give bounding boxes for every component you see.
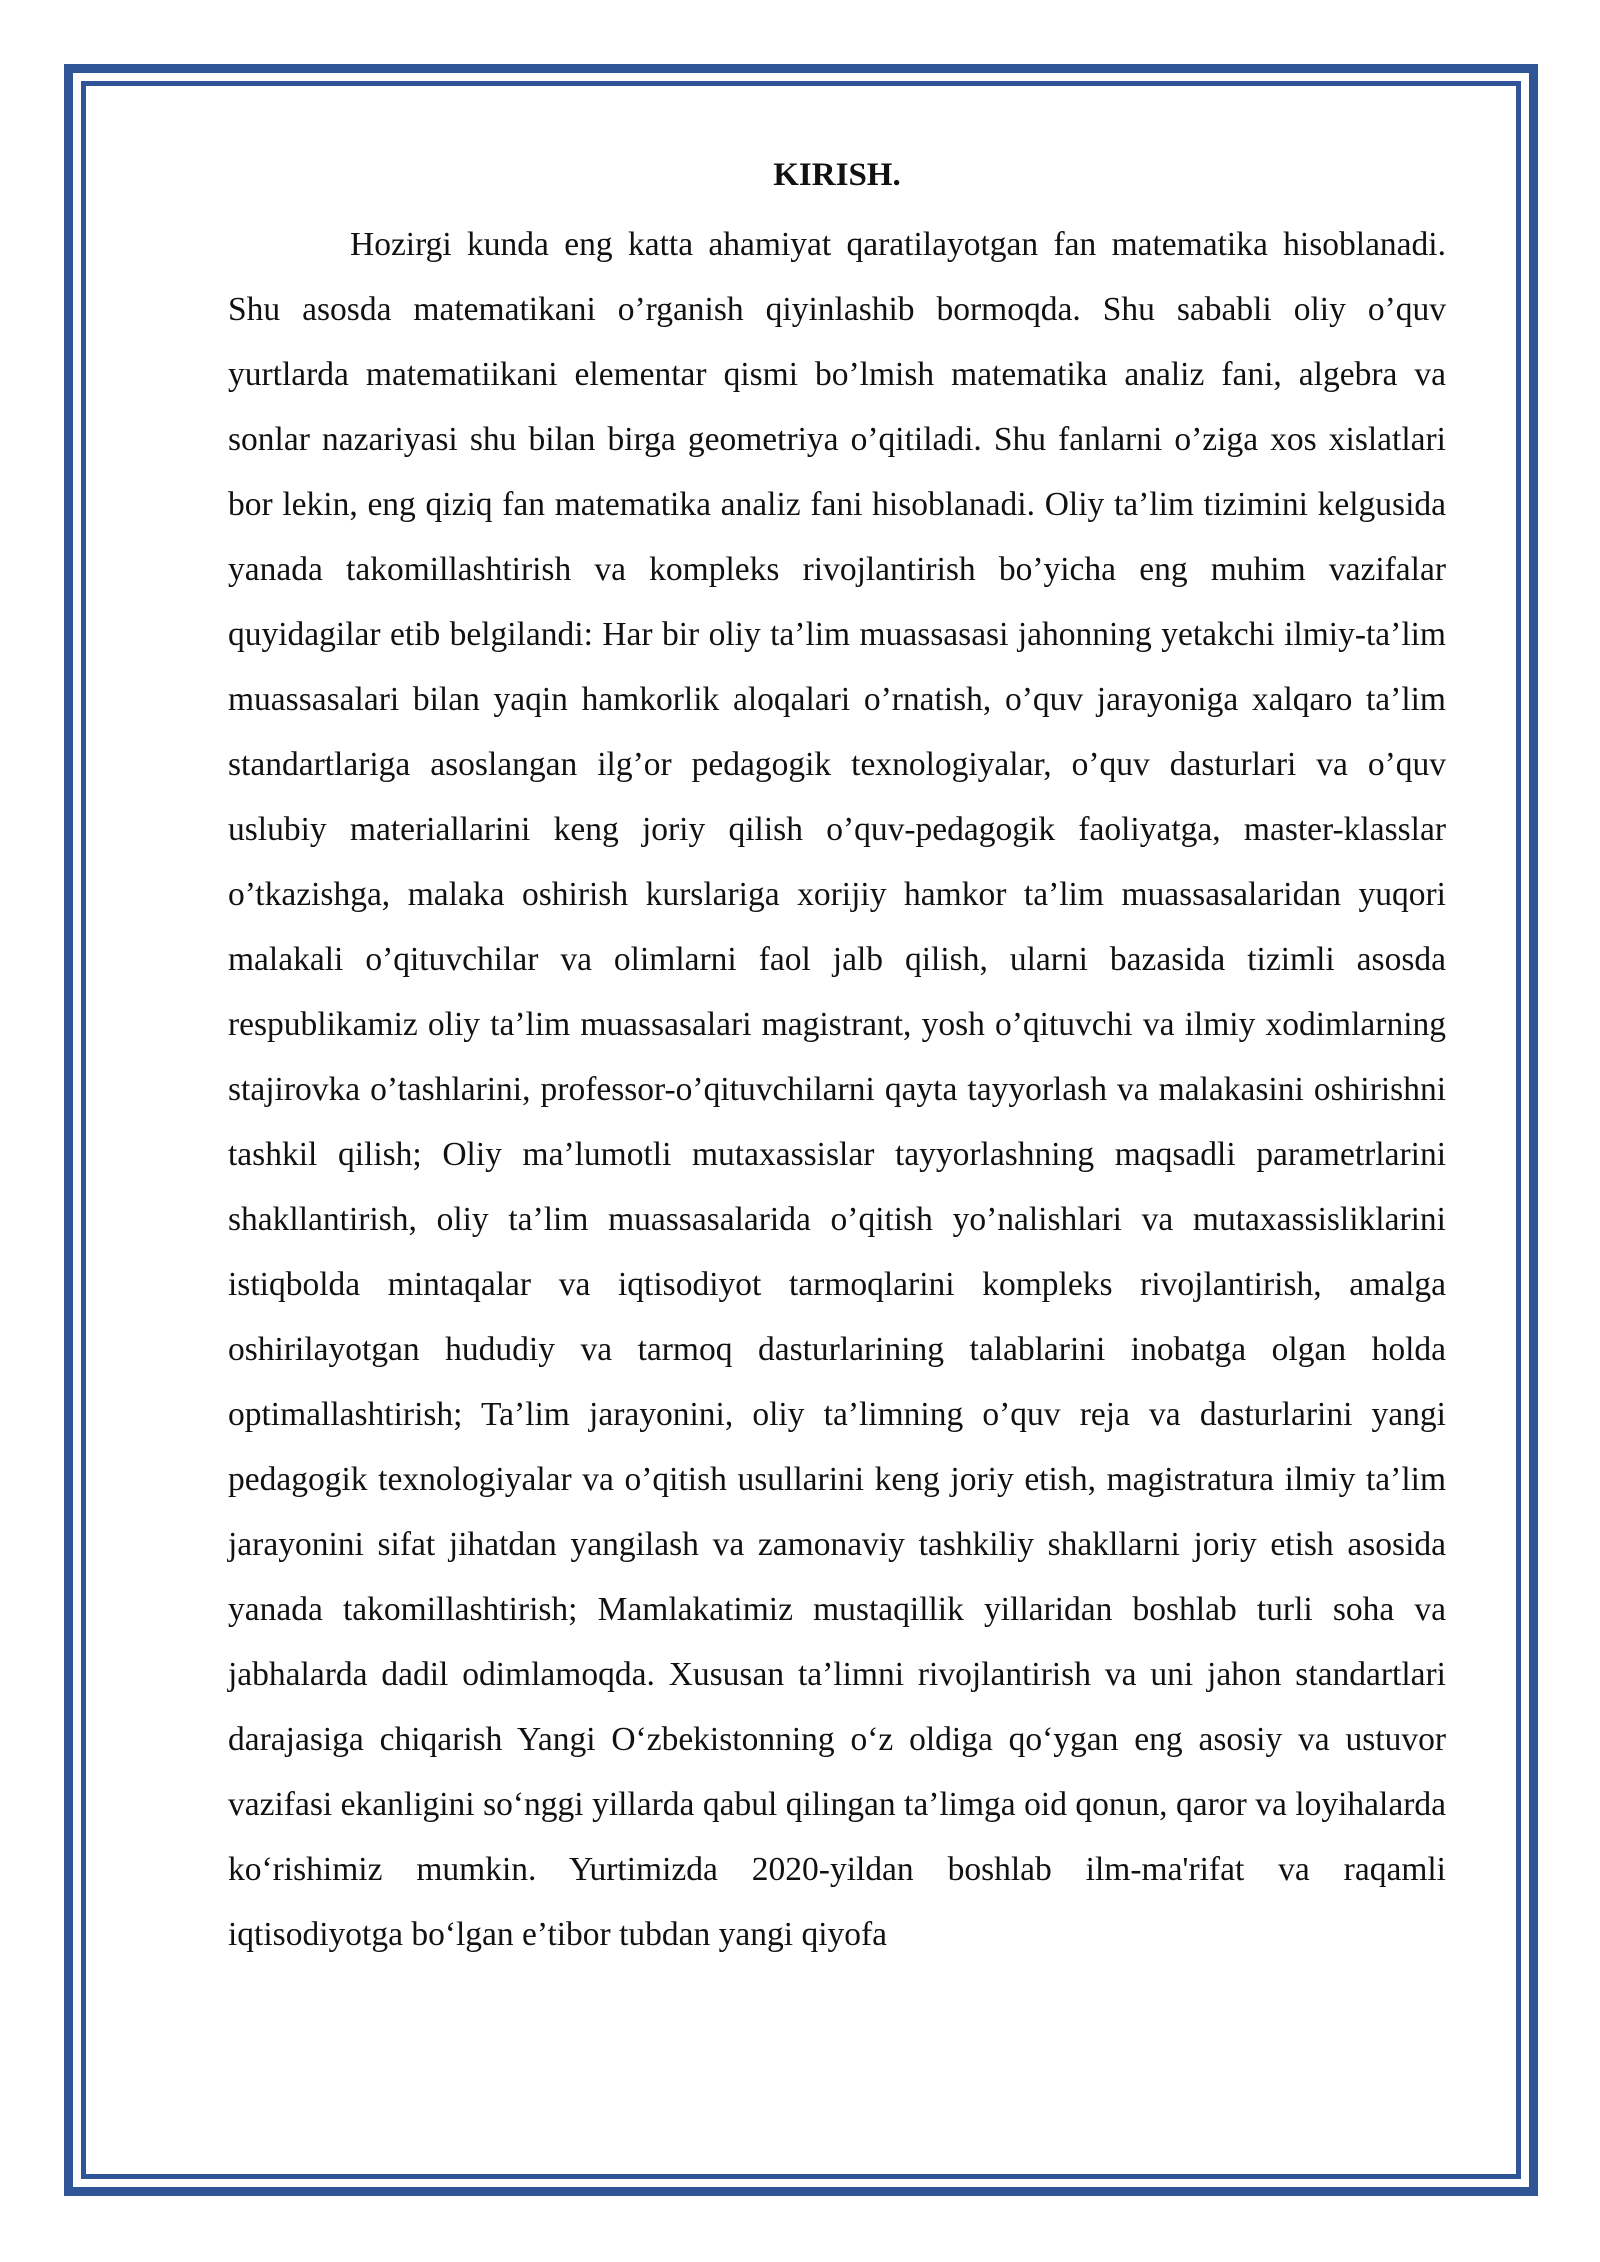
document-paragraph: Hozirgi kunda eng katta ahamiyat qaratilayotgan fan matematika hisoblanadi. Shu asosda matematikani o’rganish qiyinlashib bormoqda. Shu sababli oliy o’quv yurtlarda matematiikani elementar qismi bo’lmish matematika analiz fani, algebra va sonlar nazariyasi shu bilan birga geometriya o’qitiladi. Shu fanlarni o’ziga xos xislatlari bor lekin, eng qiziq fan matematika analiz fani hisoblanadi. Oliy ta’lim tizimini kelgusida yanada takomillashtirish va kompleks rivojlantirish bo’yicha eng muhim vazifalar quyidagilar etib belgilandi: Har bir oliy ta’lim muassasasi jahonning yetakchi ilmiy-ta’lim muassasalari bilan yaqin hamkorlik aloqalari o’rnatish, o’quv jarayoniga xalqaro ta’lim standartlariga asoslangan ilg’or pedagogik texnologiyalar, o’quv dasturlari va o’quv uslubiy materiallarini keng joriy qilish o’quv-pedagogik faoliyatga, master-klasslar o’tkazishga, malaka oshirish kurslariga xorijiy hamkor ta’lim muassasalaridan yuqori malakali o’qituvchilar va olimlarni faol jalb qilish, ularni bazasida tizimli asosda respublikamiz oliy ta’lim muassasalari magistrant, yosh o’qituvchi va ilmiy xodimlarning stajirovka o’tashlarini, professor-o’qituvchilarni qayta tayyorlash va malakasini oshirishni tashkil qilish; Oliy ma’lumotli mutaxassislar tayyorlashning maqsadli parametrlarini shakllantirish, oliy ta’lim muassasalarida o’qitish yo’nalishlari va mutaxassisliklarini istiqbolda mintaqalar va iqtisodiyot tarmoqlarini kompleks rivojlantirish, amalga oshirilayotgan hududiy va tarmoq dasturlarining talablarini inobatga olgan holda optimallashtirish; Ta’lim jarayonini, oliy ta’limning o’quv reja va dasturlarini yangi pedagogik texnologiyalar va o’qitish usullarini keng joriy etish, magistratura ilmiy ta’lim jarayonini sifat jihatdan yangilash va zamonaviy tashkiliy shakllarni joriy etish asosida yanada takomillashtirish; Mamlakatimiz mustaqillik yillaridan boshlab turli soha va jabhalarda dadil odimlamoqda. Xususan ta’limni rivojlantirish va uni jahon standartlari darajasiga chiqarish Yangi O‘zbekistonning o‘z oldiga qo‘ygan eng asosiy va ustuvor vazifasi ekanligini so‘nggi yillarda qabul qilingan ta’limga oid qonun, qaror va loyihalarda ko‘rishimiz mumkin. Yurtimizda 2020-yildan boshlab ilm-ma'rifat va raqamli iqtisodiyotga bo‘lgan e’tibor tubdan yangi qiyofa: [228, 226, 1446, 1953]
document-title: KIRISH.: [773, 157, 901, 193]
document-content: [228, 150, 1446, 1967]
